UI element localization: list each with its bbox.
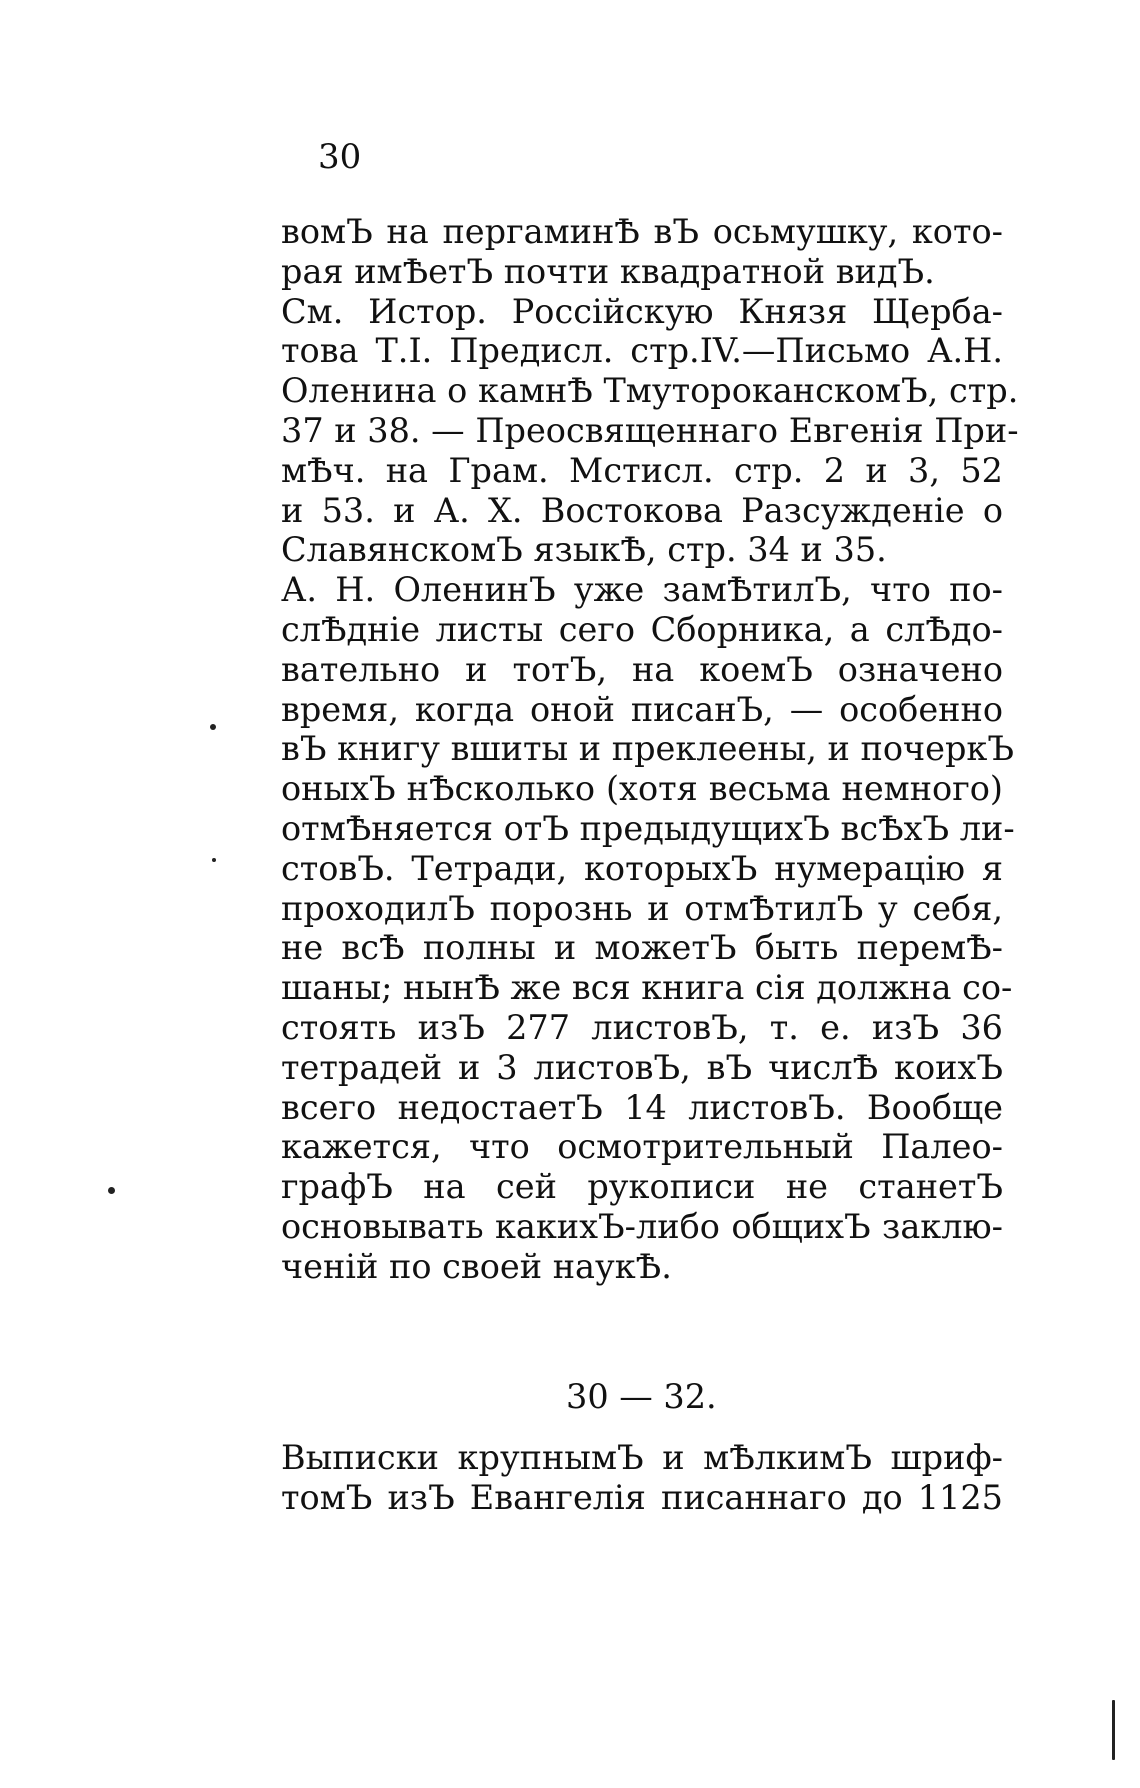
section-heading: 30 — 32. — [566, 1377, 717, 1416]
text-line: това Т.I. Предисл. стр.IV.—Письмо А.Н. — [281, 331, 1003, 371]
text-line: Оленина о камнѢ ТмутороканскомЪ, стр. — [281, 371, 1019, 411]
text-line: мѢч. на Грам. Мстисл. стр. 2 и 3, 52 — [281, 450, 1003, 490]
text-line: не всѢ полны и можетЪ быть перемѢ- — [281, 928, 1003, 968]
text-line: стовЪ. Тетради, которыхЪ нумерацію я — [281, 848, 1003, 888]
text-line: Выписки крупнымЪ и мѢлкимЪ шриф- — [281, 1438, 1003, 1477]
text-line: слѢдніе листы сего Сборника, а слѢдо- — [281, 609, 1003, 649]
text-line: 37 и 38. — Преосвященнаго Евгенія При- — [281, 410, 1019, 450]
text-line: См. Истор. Россійскую Князя Щерба- — [281, 291, 1003, 331]
text-line: и 53. и А. Х. Востокова Разсужденіе о — [281, 490, 1003, 530]
text-line: время, когда оной писанЪ, — особенно — [281, 689, 1003, 729]
text-line: кажется, что осмотрительный Палео- — [281, 1127, 1003, 1167]
text-line: рая имѢетЪ почти квадратной видЪ. — [281, 251, 935, 291]
text-line: ченій по своей наукѢ. — [281, 1246, 672, 1286]
text-line: стоять изЪ 277 листовЪ, т. е. изЪ 36 — [281, 1007, 1003, 1047]
page-number: 30 — [318, 137, 362, 177]
text-line: вЪ книгу вшиты и преклеены, и почеркЪ — [281, 729, 1014, 769]
main-text — [281, 212, 1019, 1287]
text-line: оныхЪ нѢсколько (хотя весьма немного) — [281, 769, 1003, 809]
text-line: отмѢняется отЪ предыдущихЪ всѢхЪ ли- — [281, 808, 1015, 848]
text-line: томЪ изЪ Евангелія писаннаго до 1125 — [281, 1477, 1003, 1517]
scan-speck — [1112, 1700, 1115, 1760]
scan-speck — [108, 1187, 115, 1194]
text-line: всего недостаетЪ 14 листовЪ. Вообще — [281, 1087, 1003, 1127]
text-line: основывать какихЪ-либо общихЪ заклю- — [281, 1206, 1003, 1246]
text-line: тетрадей и 3 листовЪ, вЪ числѢ коихЪ — [281, 1047, 1003, 1087]
text-line: вательно и тотЪ, на коемЪ означено — [281, 649, 1003, 689]
text-line: шаны; нынѢ же вся книга сія должна со- — [281, 968, 1013, 1008]
text-line: графЪ на сей рукописи не станетЪ — [281, 1167, 1003, 1207]
scan-speck — [210, 724, 216, 730]
text-line: СлавянскомЪ языкѢ, стр. 34 и 35. — [281, 530, 887, 570]
text-line: А. Н. ОленинЪ уже замѢтилЪ, что по- — [281, 570, 1003, 610]
section-text — [281, 1438, 1003, 1518]
scan-speck — [212, 858, 216, 862]
text-line: проходилЪ порознь и отмѢтилЪ у себя, — [281, 888, 1003, 928]
text-line: вомЪ на пергаминѢ вЪ осьмушку, кото- — [281, 212, 1003, 251]
